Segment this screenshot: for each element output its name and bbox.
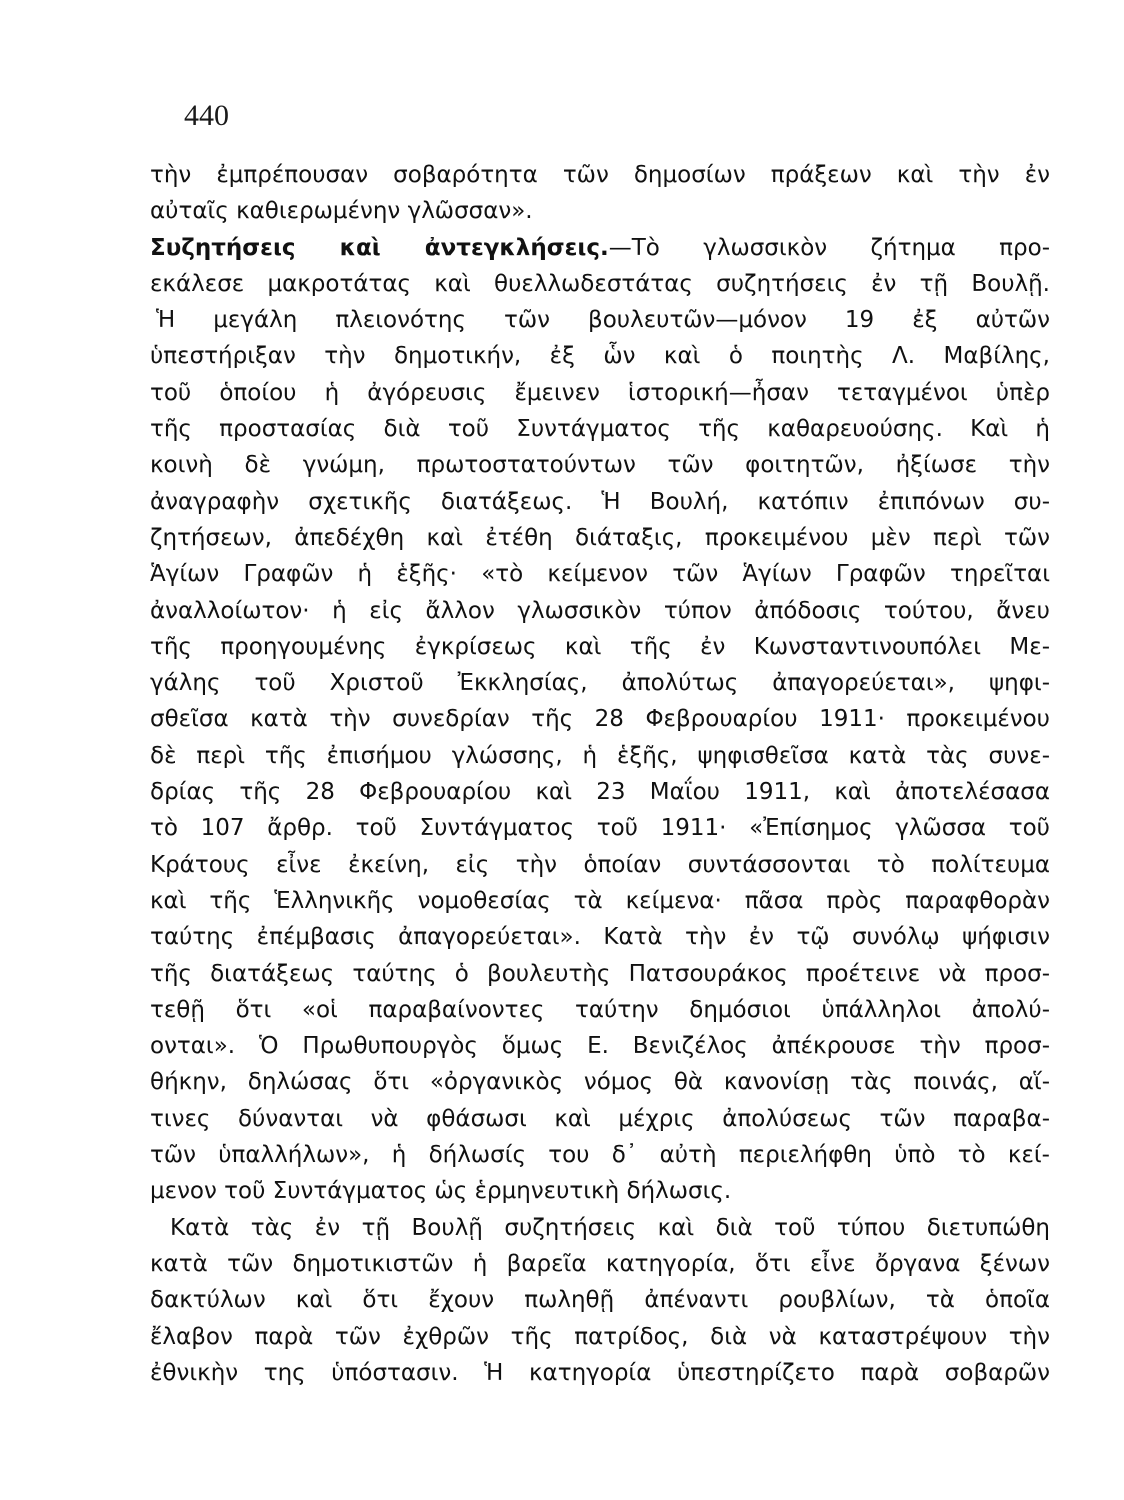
text-line: κατὰ τῶν δημοτικιστῶν ἡ βαρεῖα κατηγορία, ὅτι εἶνε ὄργανα ξένων: [150, 1250, 1050, 1277]
text-line: τῆς διατάξεως ταύτης ὁ βουλευτὴς Πατσουράκος προέτεινε νὰ προσ-: [150, 960, 1050, 987]
text-line: καὶ τῆς Ἑλληνικῆς νομοθεσίας τὰ κείμενα· πᾶσα πρὸς παραφθορὰν: [150, 887, 1050, 914]
text-line: τὸ 107 ἄρθρ. τοῦ Συντάγματος τοῦ 1911· «Ἐπίσημος γλῶσσα τοῦ: [150, 815, 1050, 842]
text-line: αὐταῖς καθιερωμένην γλῶσσαν».: [150, 198, 533, 225]
text-line: τοῦ ὁποίου ἡ ἀγόρευσις ἔμεινεν ἱστορική—ἦσαν τεταγμένοι ὑπὲρ: [150, 379, 1050, 406]
text-line: γάλης τοῦ Χριστοῦ Ἐκκλησίας, ἀπολύτως ἀπαγορεύεται», ψηφι-: [150, 670, 1050, 697]
text-line: ἀναγραφὴν σχετικῆς διατάξεως. Ἡ Βουλή, κατόπιν ἐπιπόνων συ-: [150, 488, 1050, 515]
text-line: δρίας τῆς 28 Φεβρουαρίου καὶ 23 Μαΐου 1911, καὶ ἀποτελέσασα: [150, 779, 1050, 806]
text-line-with-heading: [150, 230, 1050, 266]
page-number: 440: [184, 99, 229, 132]
text-line: ἐθνικὴν της ὑπόστασιν. Ἡ κατηγορία ὑπεστηρίζετο παρὰ σοβαρῶν: [150, 1359, 1050, 1386]
text-line: Ἁγίων Γραφῶν ἡ ἑξῆς· «τὸ κείμενον τῶν Ἁγίων Γραφῶν τηρεῖται: [150, 561, 1050, 588]
text-line: Ἡ μεγάλη πλειονότης τῶν βουλευτῶν—μόνον 19 ἐξ αὐτῶν: [156, 307, 1050, 334]
text-line: δὲ περὶ τῆς ἐπισήμου γλώσσης, ἡ ἑξῆς, ψηφισθεῖσα κατὰ τὰς συνε-: [150, 742, 1050, 769]
text-line: δακτύλων καὶ ὅτι ἔχουν πωληθῇ ἀπέναντι ρουβλίων, τὰ ὁποῖα: [150, 1287, 1050, 1314]
text-line: κοινὴ δὲ γνώμη, πρωτοστατούντων τῶν φοιτητῶν, ἠξίωσε τὴν: [150, 452, 1050, 479]
text-line: ἀναλλοίωτον· ἡ εἰς ἄλλον γλωσσικὸν τύπον ἀπόδοσις τούτου, ἄνευ: [150, 597, 1050, 624]
text-line: τὴν ἐμπρέπουσαν σοβαρότητα τῶν δημοσίων πράξεων καὶ τὴν ἐν: [150, 162, 1050, 188]
text-line: ονται». Ὁ Πρωθυπουργὸς ὅμως Ε. Βενιζέλος ἀπέκρουσε τὴν προσ-: [150, 1033, 1050, 1060]
text-line: εκάλεσε μακροτάτας καὶ θυελλωδεστάτας συζητήσεις ἐν τῇ Βουλῇ.: [150, 270, 1050, 297]
text-line: σθεῖσα κατὰ τὴν συνεδρίαν τῆς 28 Φεβρουαρίου 1911· προκειμένου: [150, 706, 1050, 733]
text-line: ὑπεστήριξαν τὴν δημοτικήν, ἐξ ὧν καὶ ὁ ποιητὴς Λ. Μαβίλης,: [150, 343, 1050, 370]
section-heading: Συζητήσεις καὶ ἀντεγκλήσεις.: [150, 234, 609, 261]
text-line: ζητήσεων, ἀπεδέχθη καὶ ἐτέθη διάταξις, προκειμένου μὲν περὶ τῶν: [150, 524, 1050, 551]
body-text: [150, 157, 1050, 1391]
text-line: ἔλαβον παρὰ τῶν ἐχθρῶν τῆς πατρίδος, διὰ νὰ καταστρέψουν τὴν: [150, 1323, 1050, 1350]
text-line: τῆς προστασίας διὰ τοῦ Συντάγματος τῆς καθαρευούσης. Καὶ ἡ: [150, 416, 1050, 443]
text-line: τινες δύνανται νὰ φθάσωσι καὶ μέχρις ἀπολύσεως τῶν παραβα-: [150, 1105, 1050, 1132]
text-line: τῆς προηγουμένης ἐγκρίσεως καὶ τῆς ἐν Κωνσταντινουπόλει Με-: [150, 633, 1050, 660]
text-line: Κατὰ τὰς ἐν τῇ Βουλῇ συζητήσεις καὶ διὰ τοῦ τύπου διετυπώθη: [170, 1214, 1050, 1241]
text-line: θήκην, δηλώσας ὅτι «ὀργανικὸς νόμος θὰ κανονίσῃ τὰς ποινάς, αἵ-: [150, 1069, 1050, 1096]
text-line: τεθῇ ὅτι «οἱ παραβαίνοντες ταύτην δημόσιοι ὑπάλληλοι ἀπολύ-: [150, 996, 1050, 1023]
text-fragment: —Τὸ γλωσσικὸν ζήτημα προ-: [608, 234, 1050, 261]
text-line: μενον τοῦ Συντάγματος ὡς ἑρμηνευτικὴ δήλωσις.: [150, 1178, 732, 1205]
text-line: ταύτης ἐπέμβασις ἀπαγορεύεται». Κατὰ τὴν ἐν τῷ συνόλῳ ψήφισιν: [150, 924, 1050, 951]
text-line: Κράτους εἶνε ἐκείνη, εἰς τὴν ὁποίαν συντάσσονται τὸ πολίτευμα: [150, 851, 1050, 878]
text-line: τῶν ὑπαλλήλων», ἡ δήλωσίς του δ᾽ αὐτὴ περιελήφθη ὑπὸ τὸ κεί-: [150, 1142, 1050, 1169]
